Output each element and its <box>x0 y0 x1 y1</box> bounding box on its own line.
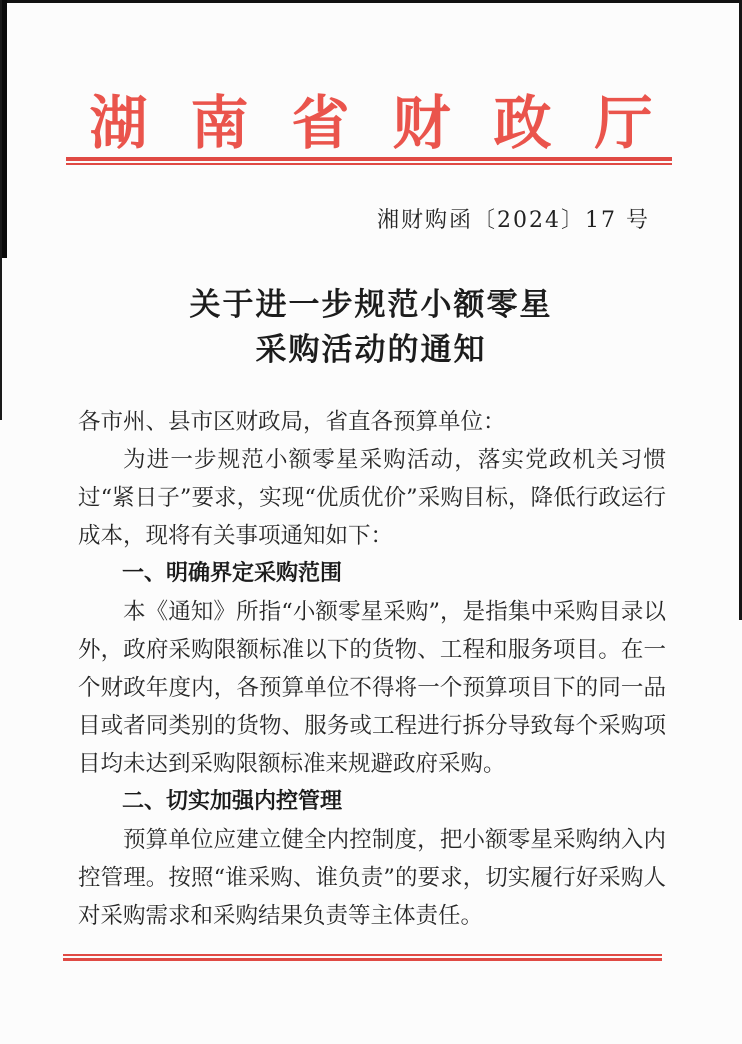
section-heading-1: 一、明确界定采购范围 <box>122 561 343 586</box>
agency-letterhead <box>0 76 742 160</box>
document-title-line1: 关于进一步规范小额零星 <box>189 287 553 323</box>
footer-divider <box>63 954 662 961</box>
paragraph-section-2: 预算单位应建立健全内控制度，把小额零星采购纳入内控管理。按照“谁采购、谁负责”的要求，切实履行好采购人对采购需求和采购结果负责等主体责任。 <box>78 827 666 929</box>
document-title-line2: 采购活动的通知 <box>255 332 487 368</box>
paragraph-intro: 为进一步规范小额零星采购活动，落实党政机关习惯过“紧日子”要求，实现“优质优价”采购目标，降低行政运行成本，现将有关事项通知如下： <box>78 447 666 549</box>
paragraph-section-1: 本《通知》所指“小额零星采购”，是指集中采购目录以外，政府采购限额标准以下的货物、工程和服务项目。在一个财政年度内，各预算单位不得将一个预算项目下的同一品目或者同类别的货物、服务或工程进行拆分导致每个采购项目均未达到采购限额标准来规避政府采购。 <box>78 599 666 777</box>
document-number: 湘财购函〔2024〕17 号 <box>377 208 650 233</box>
footer-divider-thick-line <box>63 958 662 961</box>
document-body <box>78 403 666 935</box>
salutation: 各市州、县市区财政局，省直各预算单位： <box>78 409 506 435</box>
document-title <box>0 283 742 373</box>
section-heading-2: 二、切实加强内控管理 <box>122 789 343 814</box>
header-divider-thin-line <box>66 163 672 165</box>
header-divider <box>66 157 672 165</box>
scan-edge-top <box>0 0 742 3</box>
agency-name: 湖南省财政厅 <box>89 89 696 157</box>
